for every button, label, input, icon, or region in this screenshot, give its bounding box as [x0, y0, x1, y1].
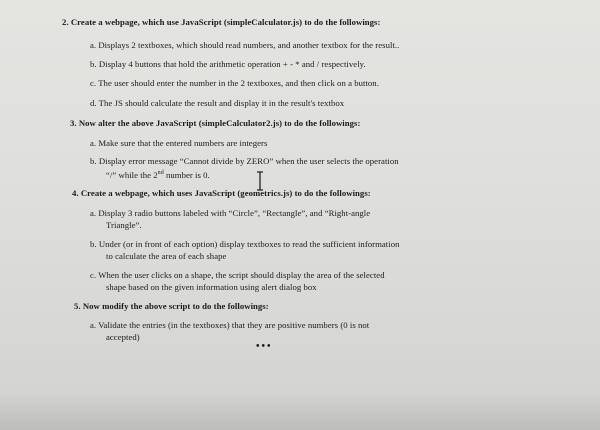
task-4-item-c: c. When the user clicks on a shape, the script should display the area of the selected [90, 270, 385, 280]
task-2-item-d: d. The JS should calculate the result and display it in the result's textbox [90, 98, 345, 108]
task-3-heading: 3. Now alter the above JavaScript (simpleCalculator2.js) to do the followings: [70, 118, 361, 128]
task-4-item-b-cont: to calculate the area of each shape [106, 251, 227, 261]
task-4-item-a-cont: Triangle”. [106, 220, 142, 230]
task-4-item-c-cont: shape based on the given information using alert dialog box [106, 282, 317, 292]
task-3-item-b-cont: “/” while the 2nd number is 0. [106, 169, 210, 180]
task-3-item-a: a. Make sure that the entered numbers are integers [90, 138, 268, 148]
text-cursor-icon [255, 171, 265, 191]
task-4-item-a: a. Display 3 radio buttons labeled with “Circle”, “Rectangle”, and “Right-angle [90, 208, 371, 218]
task-5-item-a-cont: accepted) [106, 332, 140, 342]
more-content-ellipsis: ••• [256, 341, 273, 352]
task-3-item-b: b. Display error message “Cannot divide by ZERO” when the user selects the operation [90, 156, 399, 166]
bottom-shadow [0, 390, 600, 430]
task-2-heading: 2. Create a webpage, which use JavaScript (simpleCalculator.js) to do the followings: [62, 17, 381, 27]
task-2-item-c: c. The user should enter the number in the 2 textboxes, and then click on a button. [90, 78, 379, 88]
task-2-item-a: a. Displays 2 textboxes, which should read numbers, and another textbox for the result.. [90, 40, 400, 50]
task-5-heading: 5. Now modify the above script to do the followings: [74, 301, 269, 311]
task-4-heading: 4. Create a webpage, which uses JavaScript (geometrics.js) to do the followings: [72, 188, 371, 198]
task-2-item-b: b. Display 4 buttons that hold the arithmetic operation + - * and / respectively. [90, 59, 366, 69]
task-5-item-a: a. Validate the entries (in the textboxes) that they are positive numbers (0 is not [90, 320, 370, 330]
task-4-item-b: b. Under (or in front of each option) display textboxes to read the sufficient information [90, 239, 400, 249]
